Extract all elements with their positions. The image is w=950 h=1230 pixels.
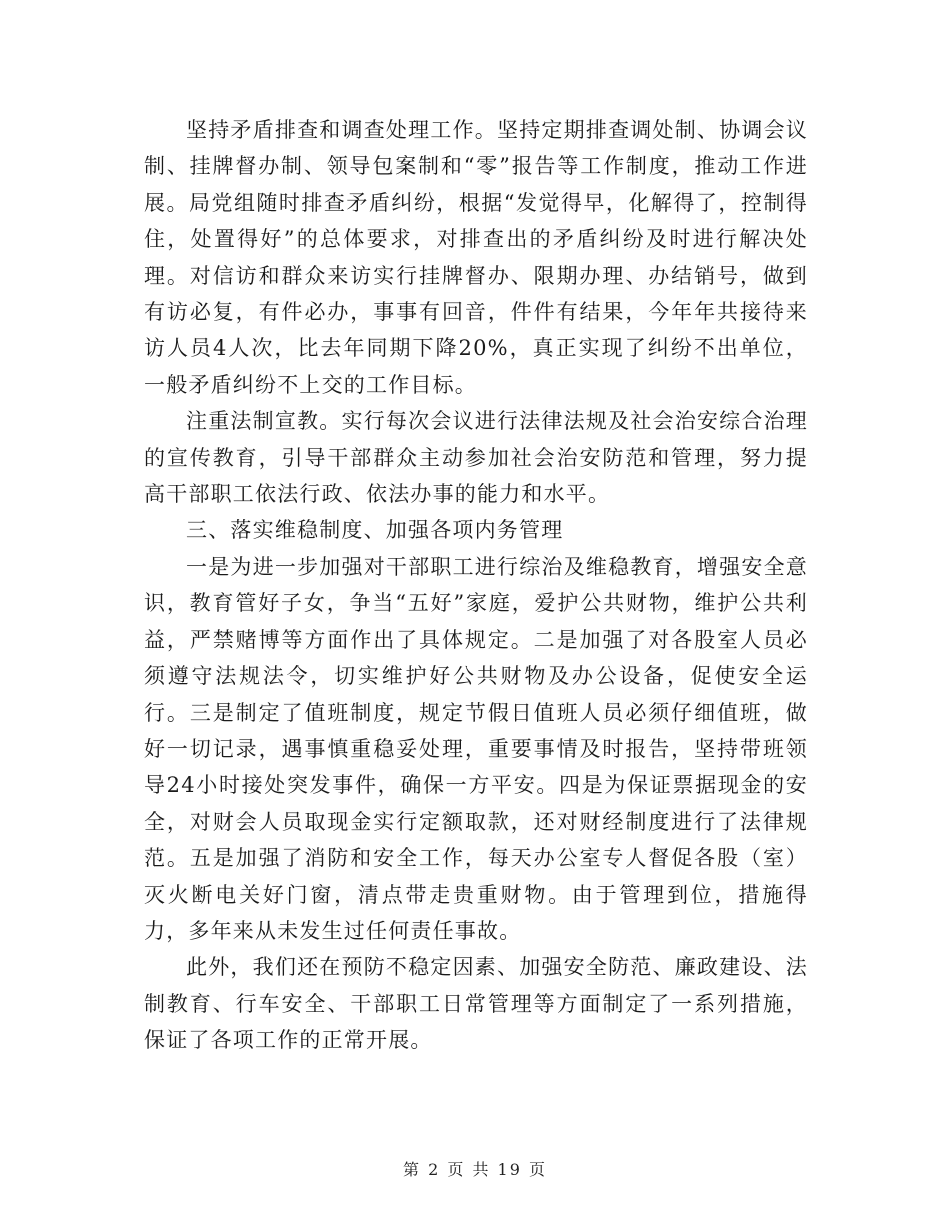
document-body — [144, 112, 808, 1059]
paragraph-legal-education: 注重法制宣教。实行每次会议进行法律法规及社会治安综合治理的宣传教育，引导干部群众主动参加社会治安防范和管理，努力提高干部职工依法行政、依法办事的能力和水平。 — [144, 409, 808, 507]
section-heading-internal-management: 三、落实维稳制度、加强各项内务管理 — [186, 518, 564, 543]
paragraph-dispute-handling: 坚持矛盾排查和调查处理工作。坚持定期排查调处制、协调会议制、挂牌督办制、领导包案制和“零”报告等工作制度，推动工作进展。局党组随时排查矛盾纠纷，根据“发觉得早，化解得了，控制得住，处置得好”的总体要求，对排查出的矛盾纠纷及时进行解决处理。对信访和群众来访实行挂牌督办、限期办理、办结销号，做到有访必复，有件必办，事事有回音，件件有结果，今年年共接待来访人员4人次，比去年同期下降20%，真正实现了纠纷不出单位，一般矛盾纠纷不上交的工作目标。 — [144, 118, 808, 397]
paragraph-other-measures: 此外，我们还在预防不稳定因素、加强安全防范、廉政建设、法制教育、行车安全、干部职工日常管理等方面制定了一系列措施，保证了各项工作的正常开展。 — [144, 955, 808, 1053]
paragraph-internal-management: 一是为进一步加强对干部职工进行综治及维稳教育，增强安全意识，教育管好子女，争当“五好”家庭，爱护公共财物，维护公共利益，严禁赌博等方面作出了具体规定。二是加强了对各股室人员必须遵守法规法令，切实维护好公共财物及办公设备，促使安全运行。三是制定了值班制度，规定节假日值班人员必须仔细值班，做好一切记录，遇事慎重稳妥处理，重要事情及时报告，坚持带班领导24小时接处突发事件，确保一方平安。四是为保证票据现金的安全，对财会人员取现金实行定额取款，还对财经制度进行了法律规范。五是加强了消防和安全工作，每天办公室专人督促各股（室）灭火断电关好门窗，清点带走贵重财物。由于管理到位，措施得力，多年来从未发生过任何责任事故。 — [144, 554, 808, 943]
page-footer: 第 2 页 共 19 页 — [403, 1160, 547, 1179]
